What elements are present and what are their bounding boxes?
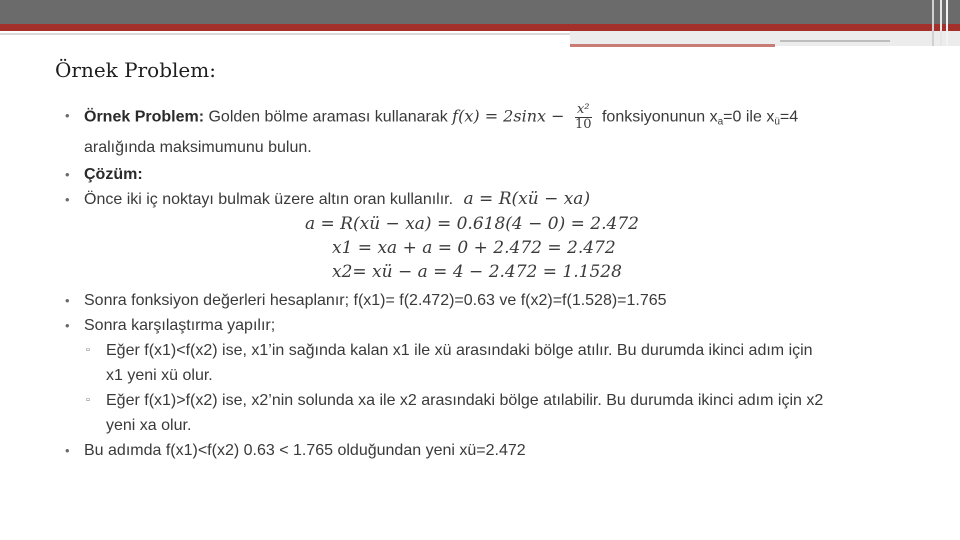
problem-text: fonksiyonunun x bbox=[601, 108, 718, 126]
equation: x2= xü − a = 4 − 2.472 = 1.1528 bbox=[332, 261, 622, 282]
final-bullet bbox=[62, 438, 922, 463]
bullet-icon: • bbox=[65, 166, 70, 182]
bullet-icon: • bbox=[65, 292, 70, 308]
problem-text-continued: aralığında maksimumunu bulun. bbox=[84, 138, 312, 156]
case1-line2: x1 yeni xü olur. bbox=[106, 366, 213, 384]
sub-bullet-icon: ▫ bbox=[86, 393, 90, 406]
fraction bbox=[573, 103, 594, 132]
equation: x1 = xa + a = 0 + 2.472 = 2.472 bbox=[332, 237, 616, 258]
top-bar-dark bbox=[0, 0, 960, 24]
sub-bullet-case1 bbox=[62, 338, 922, 388]
vertical-line bbox=[932, 0, 934, 46]
sub-bullet-icon: ▫ bbox=[86, 343, 90, 356]
subscript: ü bbox=[774, 116, 780, 128]
fraction-denominator: 10 bbox=[574, 117, 592, 132]
fraction-numerator: x² bbox=[576, 102, 590, 117]
bullet-icon: • bbox=[65, 108, 70, 123]
function-values-bullet bbox=[62, 288, 922, 313]
case2-line1: Eğer f(x1)>f(x2) ise, x2’nin solunda xa ile x2 arasındaki bölge atılabilir. Bu durumda ikinci adım için x2 bbox=[106, 391, 824, 409]
problem-label: Örnek Problem: bbox=[84, 108, 205, 126]
top-right-gray-line bbox=[780, 40, 890, 42]
compare-bullet bbox=[62, 313, 922, 338]
slide-content bbox=[62, 103, 922, 463]
function-values-text: Sonra fonksiyon değerleri hesaplanır; f(x1)= f(2.472)=0.63 ve f(x2)=f(1.528)=1.765 bbox=[84, 291, 667, 309]
problem-bullet bbox=[62, 103, 922, 160]
problem-text: =4 bbox=[779, 108, 799, 126]
golden-ratio-bullet bbox=[62, 187, 922, 212]
solution-label: Çözüm: bbox=[84, 165, 143, 183]
bullet-icon: • bbox=[65, 191, 70, 207]
golden-ratio-text: Önce iki iç noktayı bulmak üzere altın oran kullanılır. bbox=[84, 190, 454, 208]
bullet-icon: • bbox=[65, 317, 70, 333]
top-bar-red bbox=[0, 24, 960, 31]
bullet-icon: • bbox=[65, 442, 70, 458]
problem-text: =0 ile x bbox=[723, 108, 775, 126]
equation: a = R(xü − xa) bbox=[463, 188, 591, 209]
vertical-line bbox=[946, 0, 948, 46]
sub-bullet-case2 bbox=[62, 388, 922, 438]
compare-text: Sonra karşılaştırma yapılır; bbox=[84, 316, 276, 334]
case1-line1: Eğer f(x1)<f(x2) ise, x1’in sağında kalan x1 ile xü arasındaki bölge atılır. Bu durumda ikinci adım için bbox=[106, 341, 813, 359]
problem-text: Golden bölme araması kullanarak bbox=[208, 108, 448, 126]
top-right-red-line bbox=[570, 44, 775, 47]
case2-line2: yeni xa olur. bbox=[106, 416, 192, 434]
subscript: a bbox=[717, 116, 724, 128]
equation: a = R(xü − xa) = 0.618(4 − 0) = 2.472 bbox=[305, 213, 639, 234]
final-text: Bu adımda f(x1)<f(x2) 0.63 < 1.765 olduğundan yeni xü=2.472 bbox=[84, 441, 526, 459]
solution-bullet bbox=[62, 162, 922, 187]
function-expression: f(x) = 2sinx − bbox=[452, 106, 565, 126]
vertical-line bbox=[940, 0, 942, 46]
page-title: Örnek Problem: bbox=[55, 58, 216, 82]
equation-block bbox=[62, 212, 922, 286]
